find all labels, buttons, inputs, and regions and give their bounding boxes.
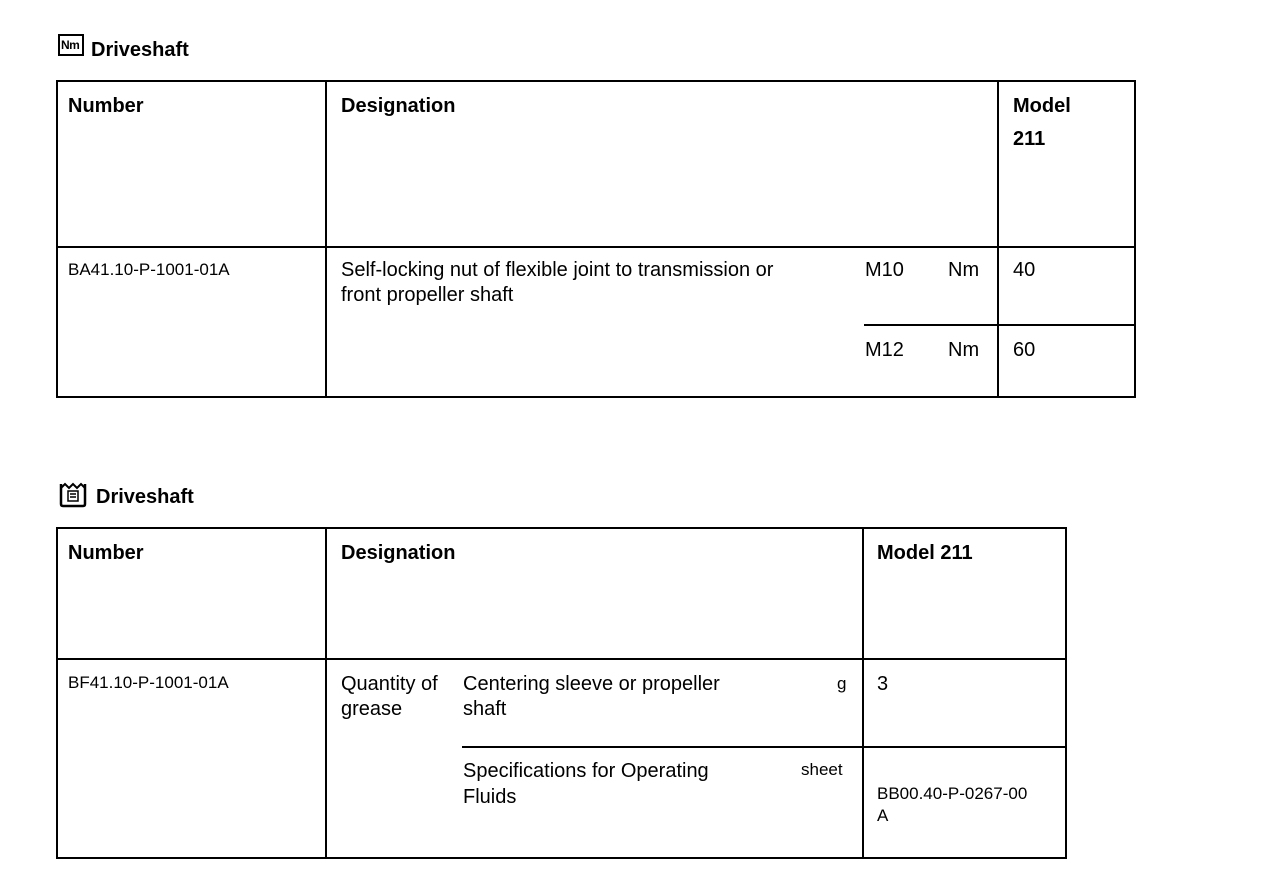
thread-size: M12 bbox=[865, 339, 904, 361]
quantity-value: 3 bbox=[877, 673, 889, 695]
section-title: Driveshaft bbox=[96, 486, 194, 508]
reference-document-line-2: A bbox=[877, 806, 889, 825]
torque-value: 40 bbox=[1013, 259, 1036, 281]
column-header-designation: Designation bbox=[341, 542, 456, 564]
document-number: BF41.10-P-1001-01A bbox=[68, 673, 229, 692]
lubricant-container-icon bbox=[58, 480, 88, 508]
torque-value: 60 bbox=[1013, 339, 1036, 361]
item-description-line-1: Specifications for Operating bbox=[463, 760, 709, 782]
document-number: BA41.10-P-1001-01A bbox=[68, 260, 230, 279]
item-description-line-2: shaft bbox=[463, 698, 507, 720]
designation-line-1: Self-locking nut of flexible joint to transmission or bbox=[341, 259, 774, 281]
column-header-model: Model bbox=[1013, 95, 1071, 117]
reference-document-line-1: BB00.40-P-0267-00 bbox=[877, 784, 1028, 803]
thread-size: M10 bbox=[865, 259, 904, 281]
torque-nm-icon: Nm bbox=[58, 34, 84, 56]
column-header-designation: Designation bbox=[341, 95, 456, 117]
torque-unit: Nm bbox=[948, 259, 980, 281]
column-header-number: Number bbox=[68, 542, 144, 564]
quantity-unit: sheet bbox=[801, 760, 843, 779]
section-title: Driveshaft bbox=[91, 39, 189, 61]
item-description-line-1: Centering sleeve or propeller bbox=[463, 673, 720, 695]
column-header-number: Number bbox=[68, 95, 144, 117]
column-header-model: Model 211 bbox=[877, 542, 973, 564]
designation-line-2: front propeller shaft bbox=[341, 284, 514, 306]
quantity-label-line-1: Quantity of bbox=[341, 673, 438, 695]
item-description-line-2: Fluids bbox=[463, 786, 517, 808]
column-header-model-number: 211 bbox=[1013, 128, 1046, 150]
quantity-label-line-2: grease bbox=[341, 698, 403, 720]
torque-unit: Nm bbox=[948, 339, 980, 361]
quantity-unit: g bbox=[837, 674, 847, 693]
